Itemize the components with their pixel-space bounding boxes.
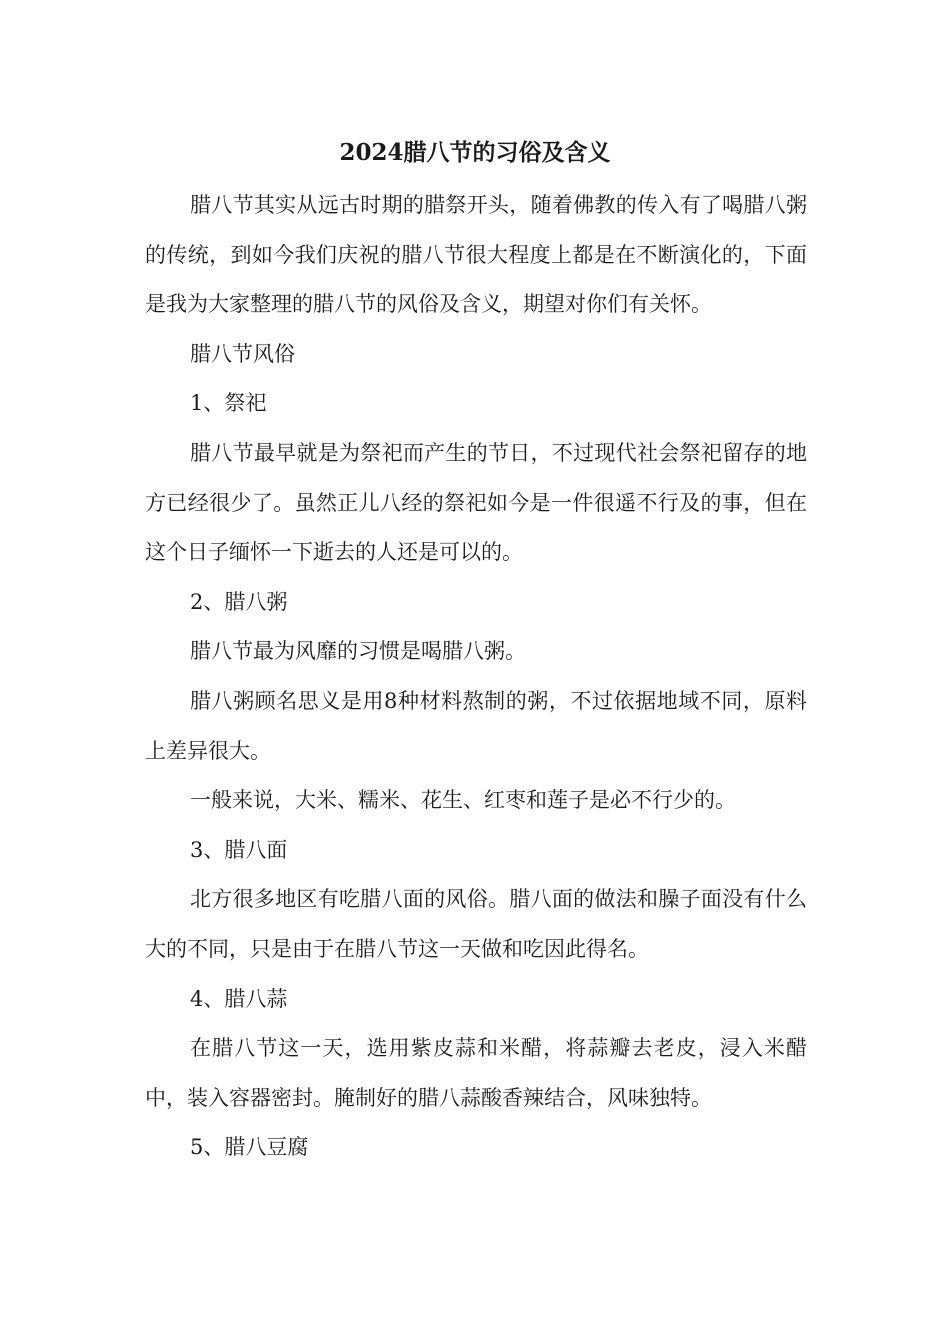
item-heading-tofu: 5、腊八豆腐 xyxy=(190,1135,309,1160)
paragraph-porridge-custom: 腊八节最为风靡的习惯是喝腊八粥。 xyxy=(190,639,526,664)
item-heading-porridge: 2、腊八粥 xyxy=(190,589,288,614)
paragraph-sacrifice: 腊八节最早就是为祭祀而产生的节日，不过现代社会祭祀留存的地方已经很少了。虽然正儿八经的祭祀如今是一件很遥不行及的事，但在这个日子缅怀一下逝去的人还是可以的。 xyxy=(145,440,807,565)
item-heading-noodles: 3、腊八面 xyxy=(190,837,288,862)
item-heading-garlic: 4、腊八蒜 xyxy=(190,986,288,1011)
document-title: 2024腊八节的习俗及含义 xyxy=(339,139,611,166)
item-heading-sacrifice: 1、祭祀 xyxy=(190,391,267,416)
section-heading-customs: 腊八节风俗 xyxy=(190,341,295,366)
paragraph-noodles: 北方很多地区有吃腊八面的风俗。腊八面的做法和臊子面没有什么大的不同，只是由于在腊八节这一天做和吃因此得名。 xyxy=(145,887,807,961)
paragraph-garlic: 在腊八节这一天，选用紫皮蒜和米醋，将蒜瓣去老皮，浸入米醋中，装入容器密封。腌制好的腊八蒜酸香辣结合，风味独特。 xyxy=(145,1036,807,1110)
intro-paragraph: 腊八节其实从远古时期的腊祭开头，随着佛教的传入有了喝腊八粥的传统，到如今我们庆祝的腊八节很大程度上都是在不断演化的，下面是我为大家整理的腊八节的风俗及含义，期望对你们有关怀。 xyxy=(145,193,807,317)
paragraph-porridge-ingredients: 腊八粥顾名思义是用8种材料熬制的粥，不过依据地域不同，原料上差异很大。 xyxy=(145,688,807,763)
document-body xyxy=(145,181,807,1173)
paragraph-porridge-common: 一般来说，大米、糯米、花生、红枣和莲子是必不行少的。 xyxy=(190,788,736,813)
